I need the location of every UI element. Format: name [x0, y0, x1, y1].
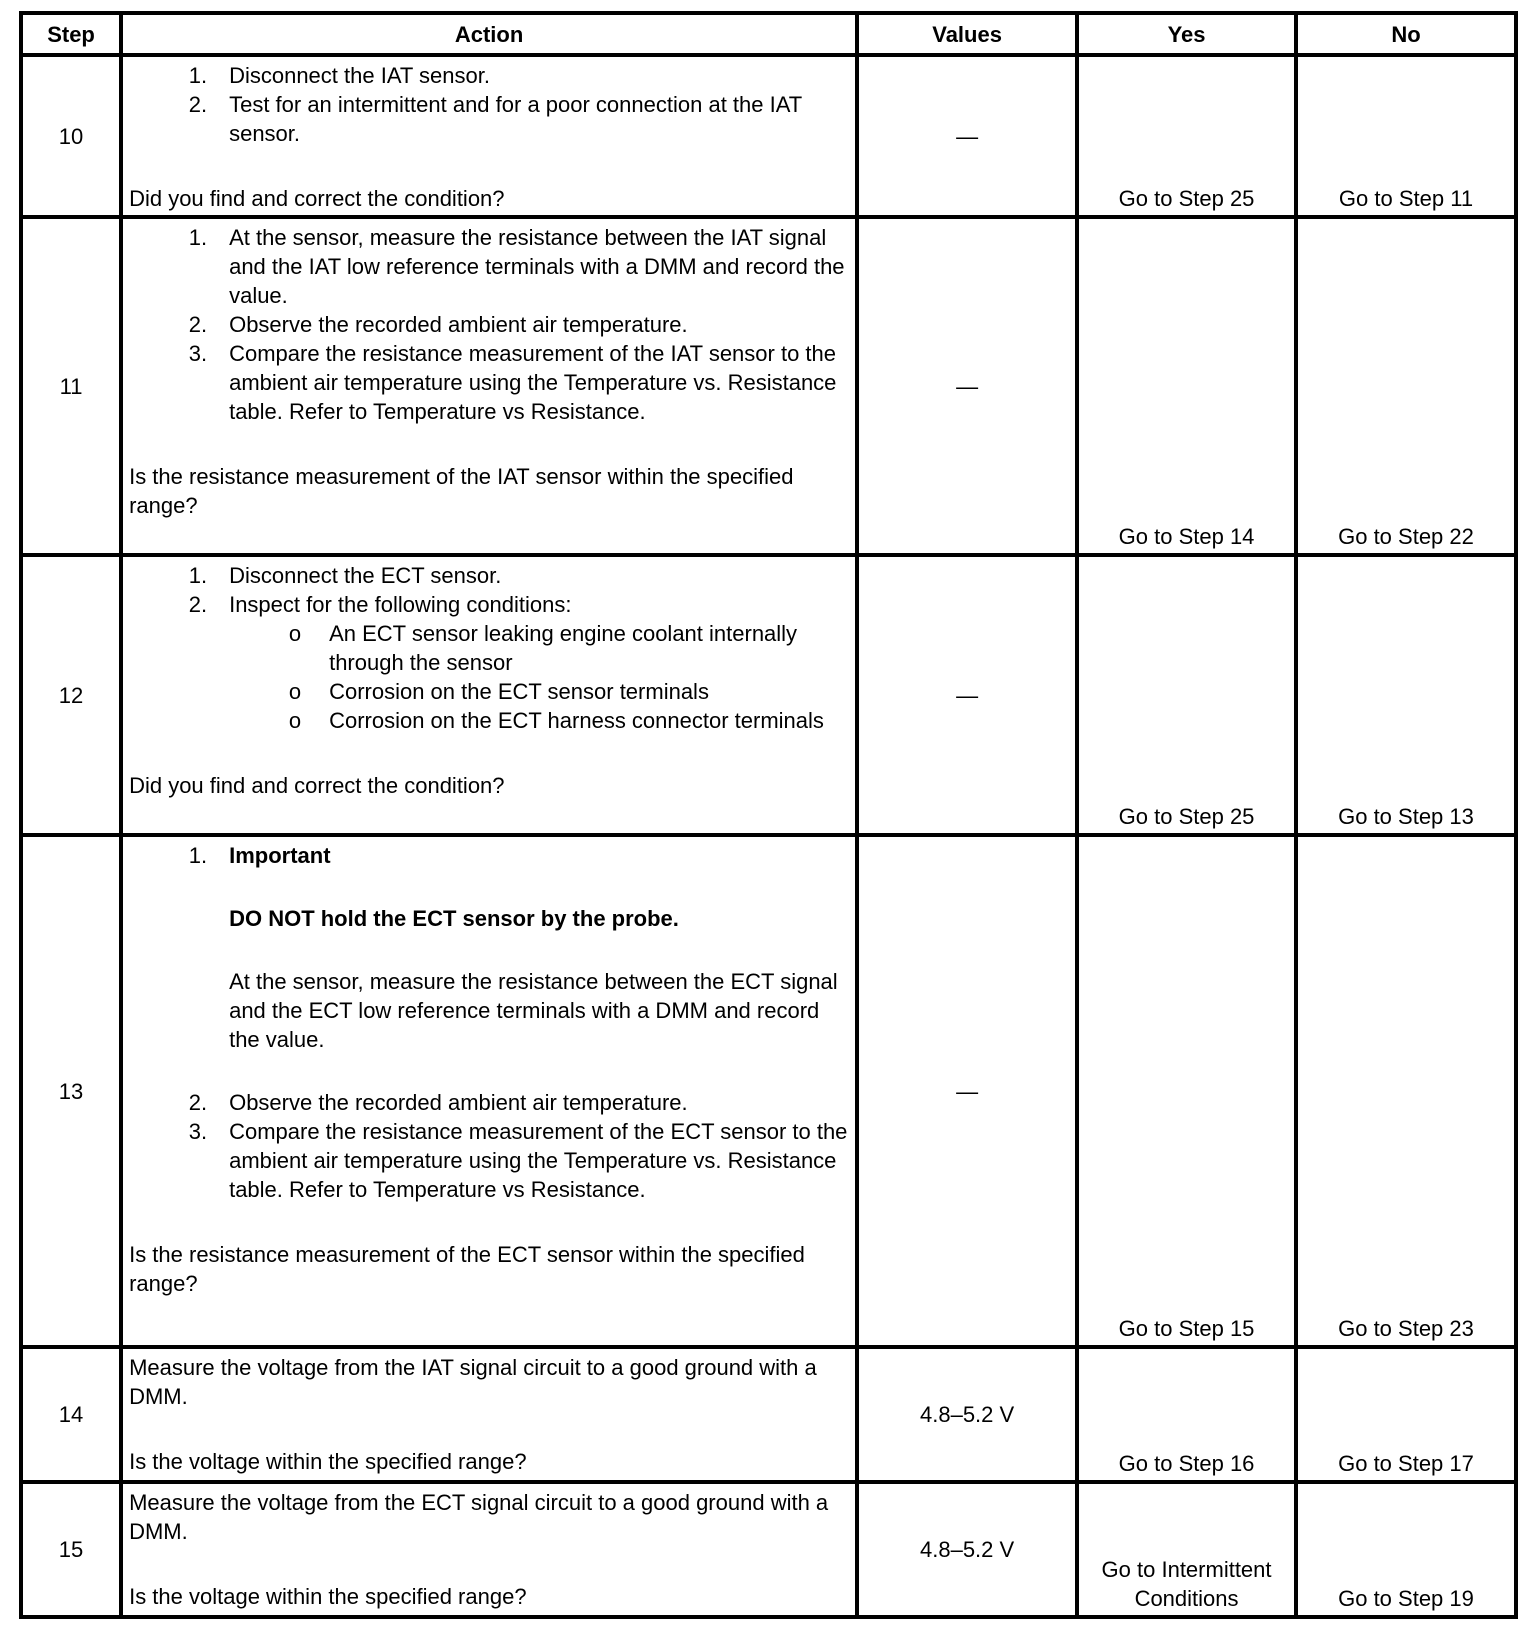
question-text: Did you find and correct the condition? — [129, 773, 505, 798]
table-row — [21, 555, 1516, 835]
list-item: 1. Disconnect the ECT sensor. — [188, 563, 502, 588]
step-number: 15 — [21, 1482, 121, 1617]
table-row — [21, 55, 1516, 217]
values-cell: 4.8–5.2 V — [857, 1347, 1077, 1482]
action-cell — [121, 55, 857, 217]
header-row — [21, 13, 1516, 55]
no-link[interactable]: Go to Step 19 — [1296, 1482, 1516, 1617]
values-cell: — — [857, 555, 1077, 835]
table-row — [21, 835, 1516, 1347]
list-item: 2. Observe the recorded ambient air temperature. — [188, 1090, 688, 1115]
yes-link[interactable]: Go to Step 15 — [1077, 835, 1296, 1347]
yes-link[interactable]: Go to Step 16 — [1077, 1347, 1296, 1482]
step-number: 12 — [21, 555, 121, 835]
yes-link[interactable]: Go to Step 14 — [1077, 217, 1296, 555]
table-row — [21, 217, 1516, 555]
values-cell: 4.8–5.2 V — [857, 1482, 1077, 1617]
step-number: 13 — [21, 835, 121, 1347]
action-cell — [121, 217, 857, 555]
action-cell — [121, 835, 857, 1347]
list-item: 3. Compare the resistance measurement of the ECT sensor to the ambient air temperature using the Temperature vs. Resistance table. Refer to Temperature vs Resistance. — [188, 1119, 848, 1202]
list-item: 2. Inspect for the following conditions: — [188, 592, 572, 617]
action-list — [129, 1088, 851, 1204]
header-no: No — [1296, 13, 1516, 55]
header-action: Action — [121, 13, 857, 55]
header-yes: Yes — [1077, 13, 1296, 55]
question-text: Is the voltage within the specified range? — [129, 1584, 527, 1609]
action-list — [129, 61, 851, 148]
action-text: Measure the voltage from the ECT signal circuit to a good ground with a DMM. — [129, 1490, 829, 1544]
action-list — [129, 223, 851, 426]
yes-link[interactable]: Go to Step 25 — [1077, 55, 1296, 217]
action-cell — [121, 1347, 857, 1482]
header-values: Values — [857, 13, 1077, 55]
action-list — [129, 561, 851, 619]
question-text: Is the resistance measurement of the IAT sensor within the specified range? — [129, 464, 794, 518]
question-text: Is the resistance measurement of the ECT sensor within the specified range? — [129, 1242, 805, 1296]
no-link[interactable]: Go to Step 13 — [1296, 555, 1516, 835]
condition-item: o Corrosion on the ECT sensor terminals — [288, 679, 709, 704]
action-list — [129, 841, 851, 1054]
no-link[interactable]: Go to Step 23 — [1296, 835, 1516, 1347]
action-cell — [121, 1482, 857, 1617]
list-item: 3. Compare the resistance measurement of the IAT sensor to the ambient air temperature using the Temperature vs. Resistance table. Refer to Temperature vs Resistance. — [188, 341, 837, 424]
condition-item: o Corrosion on the ECT harness connector terminals — [288, 708, 824, 733]
action-cell — [121, 555, 857, 835]
step-number: 10 — [21, 55, 121, 217]
yes-link[interactable]: Go to Intermittent Conditions — [1077, 1482, 1296, 1617]
question-text: Did you find and correct the condition? — [129, 186, 505, 211]
no-link[interactable]: Go to Step 17 — [1296, 1347, 1516, 1482]
no-link[interactable]: Go to Step 22 — [1296, 217, 1516, 555]
list-item-text: At the sensor, measure the resistance between the ECT signal and the ECT low reference terminals with a DMM and record the value. — [229, 969, 838, 1052]
question-text: Is the voltage within the specified range? — [129, 1449, 527, 1474]
important-label: Important — [229, 843, 331, 868]
values-cell: — — [857, 55, 1077, 217]
step-number: 14 — [21, 1347, 121, 1482]
diagnostic-table — [19, 11, 1518, 1619]
action-text: Measure the voltage from the IAT signal circuit to a good ground with a DMM. — [129, 1355, 817, 1409]
values-cell: — — [857, 217, 1077, 555]
list-item: 1. Disconnect the IAT sensor. — [188, 63, 490, 88]
values-cell: — — [857, 835, 1077, 1347]
list-item: 1. At the sensor, measure the resistance between the IAT signal and the IAT low reference terminals with a DMM and record the value. — [188, 225, 845, 308]
list-item: 2. Observe the recorded ambient air temperature. — [188, 312, 688, 337]
header-step: Step — [21, 13, 121, 55]
step-number: 11 — [21, 217, 121, 555]
important-text: DO NOT hold the ECT sensor by the probe. — [229, 906, 679, 931]
table-row — [21, 1482, 1516, 1617]
condition-list — [129, 619, 851, 735]
list-item: 1. Important DO NOT hold the ECT sensor by the probe. At the sensor, measure the resistance between the ECT signal and the ECT low reference terminals with a DMM and record the value. — [129, 841, 851, 1054]
list-item: 2. Test for an intermittent and for a poor connection at the IAT sensor. — [188, 92, 802, 146]
yes-link[interactable]: Go to Step 25 — [1077, 555, 1296, 835]
condition-item: o An ECT sensor leaking engine coolant internally through the sensor — [288, 621, 798, 675]
table-row — [21, 1347, 1516, 1482]
no-link[interactable]: Go to Step 11 — [1296, 55, 1516, 217]
